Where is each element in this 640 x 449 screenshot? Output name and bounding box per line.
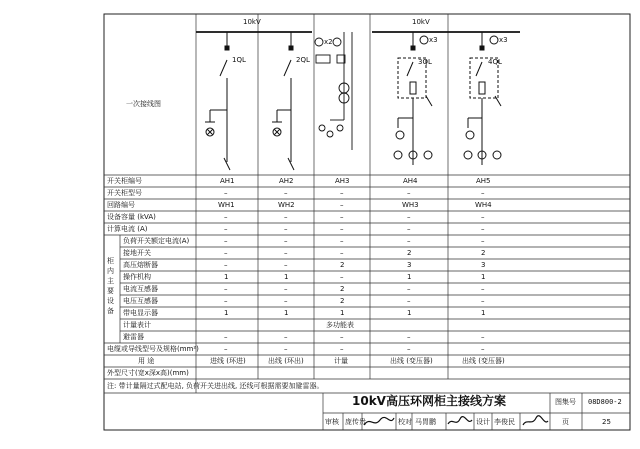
table-cell: – — [224, 297, 228, 305]
drawing-title: 10kV高压环网柜主接线方案 — [352, 394, 506, 408]
table-cell: – — [481, 225, 485, 233]
table-cell: 2 — [340, 285, 345, 293]
breaker-2ql: 2QL — [296, 56, 310, 64]
table-cell: – — [481, 213, 485, 221]
feeder-ah1-symbol — [205, 32, 230, 170]
table-cell: – — [284, 345, 288, 353]
table-cell: – — [284, 249, 288, 257]
review-label: 审核 — [325, 418, 339, 426]
table-cell: – — [284, 225, 288, 233]
feeder-ah4-symbol — [394, 32, 432, 165]
row-label-capacity: 设备容量 (kVA) — [107, 213, 156, 221]
equipment-row-label: 负荷开关额定电流(A) — [123, 237, 190, 245]
table-cell: – — [284, 333, 288, 341]
table-cell: 多功能表 — [326, 321, 354, 329]
table-cell: – — [407, 297, 411, 305]
table-cell: – — [481, 189, 485, 197]
equipment-row-label: 带电显示器 — [123, 309, 158, 317]
table-cell: – — [284, 285, 288, 293]
feeder-ah5-symbol — [464, 32, 501, 165]
table-cell: – — [224, 333, 228, 341]
table-cell: – — [284, 261, 288, 269]
table-cell: – — [340, 237, 344, 245]
equipment-row-label: 避雷器 — [123, 333, 144, 341]
table-cell: – — [340, 249, 344, 257]
table-cell: – — [340, 201, 344, 209]
equipment-row-label: 计量表计 — [123, 321, 151, 329]
bus-left-voltage: 10kV — [243, 18, 261, 26]
table-cell: 1 — [481, 309, 486, 317]
table-cell: WH2 — [278, 201, 295, 209]
reviewer-signature — [362, 414, 396, 429]
atlas-label: 图集号 — [555, 398, 576, 406]
table-cell: – — [224, 213, 228, 221]
table-cell: – — [407, 225, 411, 233]
table-cell: – — [284, 237, 288, 245]
table-cell: – — [481, 237, 485, 245]
table-cell: – — [407, 345, 411, 353]
table-cell: – — [340, 345, 344, 353]
row-label-current: 计算电流 (A) — [107, 225, 148, 233]
table-cell: 2 — [340, 297, 345, 305]
row-label-dimensions: 外型尺寸(宽x深x高)(mm) — [107, 369, 189, 377]
table-cell: – — [284, 297, 288, 305]
table-cell: AH2 — [279, 177, 294, 185]
table-cell: 2 — [407, 249, 412, 257]
table-cell: AH5 — [476, 177, 491, 185]
designer-signature — [520, 414, 550, 429]
table-cell: AH1 — [220, 177, 235, 185]
table-cell: 出线 (变压器) — [390, 357, 433, 365]
table-cell: – — [407, 237, 411, 245]
table-cell: – — [407, 333, 411, 341]
row-label-cable: 电缆或导线型号及规格(mm²) — [107, 345, 199, 353]
reviewer-name: 庞传贵 — [345, 418, 366, 426]
row-label-cabinet-no: 开关柜编号 — [107, 177, 142, 185]
table-cell: – — [284, 189, 288, 197]
breaker-1ql: 1QL — [232, 56, 246, 64]
table-cell: 1 — [407, 273, 412, 281]
table-cell: 出线 (变压器) — [462, 357, 505, 365]
meter-count-x3-ah5: x3 — [499, 36, 508, 44]
equipment-row-label: 接地开关 — [123, 249, 151, 257]
checker-name: 马胃鹏 — [415, 418, 436, 426]
table-cell: – — [407, 213, 411, 221]
table-cell: – — [340, 189, 344, 197]
table-cell: – — [481, 333, 485, 341]
table-cell: – — [481, 345, 485, 353]
table-cell: 出线 (环出) — [268, 357, 304, 365]
table-cell: 1 — [340, 309, 345, 317]
table-cell: 1 — [407, 309, 412, 317]
table-cell: 2 — [340, 261, 345, 269]
table-cell: – — [284, 213, 288, 221]
designer-name: 李俊民 — [494, 418, 515, 426]
table-cell: 1 — [224, 309, 229, 317]
table-cell: – — [224, 261, 228, 269]
table-cell: – — [407, 285, 411, 293]
table-cell: AH4 — [403, 177, 418, 185]
table-cell: – — [224, 285, 228, 293]
drawing-note: 注: 带计量隔过式配电站, 负荷开关进出线, 还线可根据需要加避雷器。 — [107, 382, 324, 390]
row-label-circuit-no: 回路编号 — [107, 201, 135, 209]
table-cell: 1 — [284, 309, 289, 317]
equipment-row-label: 电压互感器 — [123, 297, 158, 305]
feeder-ah2-symbol — [272, 32, 294, 170]
table-cell: – — [224, 345, 228, 353]
page-label: 页 — [562, 418, 569, 426]
table-cell: – — [340, 225, 344, 233]
equipment-row-label: 电流互感器 — [123, 285, 158, 293]
equipment-row-label: 高压熔断器 — [123, 261, 158, 269]
table-cell: 进线 (环进) — [210, 357, 246, 365]
table-cell: – — [224, 249, 228, 257]
breaker-4ql: 4QL — [488, 58, 502, 66]
table-cell: AH3 — [335, 177, 350, 185]
table-cell: WH1 — [218, 201, 235, 209]
equipment-row-label: 操作机构 — [123, 273, 151, 281]
table-cell: WH3 — [402, 201, 419, 209]
check-label: 校对 — [398, 418, 412, 426]
bus-right-voltage: 10kV — [412, 18, 430, 26]
table-cell: 3 — [481, 261, 486, 269]
table-cell: WH4 — [475, 201, 492, 209]
table-cell: 1 — [284, 273, 289, 281]
table-cell: – — [224, 189, 228, 197]
table-cell: – — [224, 225, 228, 233]
meter-count-x3-ah4: x3 — [429, 36, 438, 44]
table-cell: 1 — [224, 273, 229, 281]
atlas-number: 08D800-2 — [588, 398, 622, 406]
table-cell: 计量 — [334, 357, 348, 365]
breaker-3ql: 3QL — [418, 58, 432, 66]
row-label-cabinet-model: 开关柜型号 — [107, 189, 142, 197]
checker-signature — [446, 414, 474, 429]
table-cell: – — [340, 273, 344, 281]
table-cell: – — [481, 297, 485, 305]
table-cell: – — [481, 285, 485, 293]
row-label-use: 用 途 — [138, 357, 155, 365]
table-cell: 3 — [407, 261, 412, 269]
table-cell: 2 — [481, 249, 486, 257]
page-number: 25 — [602, 418, 611, 426]
diagram-section-label: 一次接线图 — [126, 100, 161, 108]
table-cell: 1 — [481, 273, 486, 281]
metering-ah3-symbol — [315, 32, 352, 150]
table-cell: – — [340, 333, 344, 341]
table-cell: – — [340, 213, 344, 221]
table-cell: – — [224, 237, 228, 245]
design-label: 设计 — [476, 418, 490, 426]
equipment-group-label: 柜内主要设备 — [107, 257, 114, 315]
table-cell: – — [407, 189, 411, 197]
meter-count-x2: x2 — [324, 38, 333, 46]
